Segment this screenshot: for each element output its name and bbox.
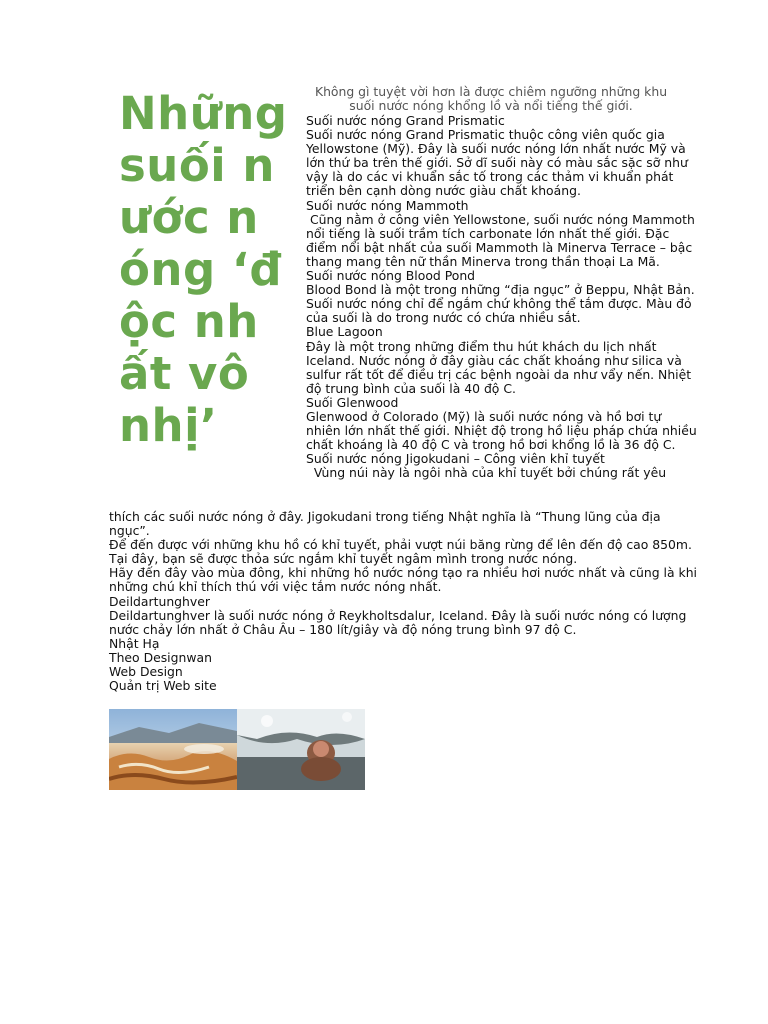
paragraph-blue-lagoon: Đây là một trong những điểm thu hút khách du lịch nhất Iceland. Nước nóng ở đây giàu các chất khoáng như silica và sulfur rất tốt để điều trị các bệnh ngoài da như vẩy nến. Nhiệt độ trung bình của suối là 40 độ C. bbox=[306, 338, 692, 396]
author-name: Nhật Hạ bbox=[109, 635, 160, 651]
paragraph-deildartunghver: Deildartunghver là suối nước nóng ở Reykholtsdalur, Iceland. Đây là suối nước nóng có lượng nước chảy lớn nhất ở Châu Âu – 180 lít/giây và độ nóng trung bình 97 độ C. bbox=[109, 607, 687, 637]
heading-grand-prismatic: Suối nước nóng Grand Prismatic bbox=[306, 113, 505, 128]
bottom-text-block bbox=[109, 510, 699, 693]
heading-blood-pond: Suối nước nóng Blood Pond bbox=[306, 268, 476, 284]
paragraph-mammoth: Cũng nằm ở công viên Yellowstone, suối nước nóng Mammoth nổi tiếng là suối trầm tích carbonate lớn nhất thế giới. Đặc điểm nổi bật nhất của suối Mammoth là Minerva Terrace – bậc thang mang tên nữ thần Minerva trong thần thoại La Mã. bbox=[306, 211, 699, 269]
paragraph-blood-pond: Blood Bond là một trong những “địa ngục” ở Beppu, Nhật Bản. Suối nước nóng chỉ để ngắm chứ không thể tắm được. Màu đỏ của suối là do trong nước có chứa nhiều sắt. bbox=[306, 282, 695, 326]
intro-caption: Không gì tuyệt vời hơn là được chiêm ngưỡng những khu suối nước nóng khổng lồ và nổi tiếng thế giới. bbox=[314, 84, 668, 113]
category-web-design: Web Design bbox=[109, 664, 183, 680]
paragraph-jigokudani-access: Để đến được với những khu hồ có khỉ tuyết, phải vượt núi băng rừng để lên đến độ cao 850m. Tại đây, bạn sẽ được thỏa sức ngắm khỉ tuyết ngâm mình trong nước nóng. bbox=[109, 537, 692, 567]
paragraph-jigokudani-winter: Hãy đến đây vào mùa đông, khi những hồ nước nóng tạo ra nhiều hơi nước nhất và cũng là khi những chú khỉ thích thú với việc tắm nước nóng nhất. bbox=[109, 565, 697, 595]
paragraph-glenwood: Glenwood ở Colorado (Mỹ) là suối nước nóng và hồ bơi tự nhiên lớn nhất thế giới. Nhiệt độ trong hồ liệu pháp chứa nhiều chất khoáng là 40 độ C và trong hồ bơi khổng lồ là 36 độ C. bbox=[306, 408, 697, 453]
snow-monkey-photo bbox=[237, 709, 365, 790]
paragraph-grand-prismatic: Suối nước nóng Grand Prismatic thuộc công viên quốc gia Yellowstone (Mỹ). Đây là suối nước nóng lớn nhất nước Mỹ và lớn thứ ba trên thế giới. Sở dĩ suối này có màu sắc sặc sỡ như vậy là do các vi khuẩn sắc tố trong các thảm vi khuẩn phát triển bên cạnh dòng nước giàu chất khoáng. bbox=[306, 127, 688, 199]
heading-glenwood: Suối Glenwood bbox=[306, 394, 399, 410]
paragraph-jigokudani-cont: thích các suối nước nóng ở đây. Jigokudani trong tiếng Nhật nghĩa là “Thung lũng của địa ngục”. bbox=[109, 509, 661, 539]
heading-deildartunghver: Deildartunghver bbox=[109, 593, 210, 609]
heading-mammoth: Suối nước nóng Mammoth bbox=[306, 197, 469, 213]
source-credit: Theo Designwan bbox=[109, 649, 212, 665]
article-title: Những suối nước nóng ‘độc nhất vô nhị’ bbox=[119, 87, 288, 452]
paragraph-jigokudani-start: Vùng núi này là ngôi nhà của khỉ tuyết bởi chúng rất yêu bbox=[306, 465, 667, 481]
mammoth-terrace-photo bbox=[109, 709, 237, 790]
heading-jigokudani: Suối nước nóng Jigokudani – Công viên khỉ tuyết bbox=[306, 451, 605, 467]
main-text-column bbox=[306, 114, 698, 480]
heading-blue-lagoon: Blue Lagoon bbox=[306, 324, 383, 340]
photo-strip bbox=[109, 709, 365, 790]
category-web-admin: Quản trị Web site bbox=[109, 678, 217, 694]
